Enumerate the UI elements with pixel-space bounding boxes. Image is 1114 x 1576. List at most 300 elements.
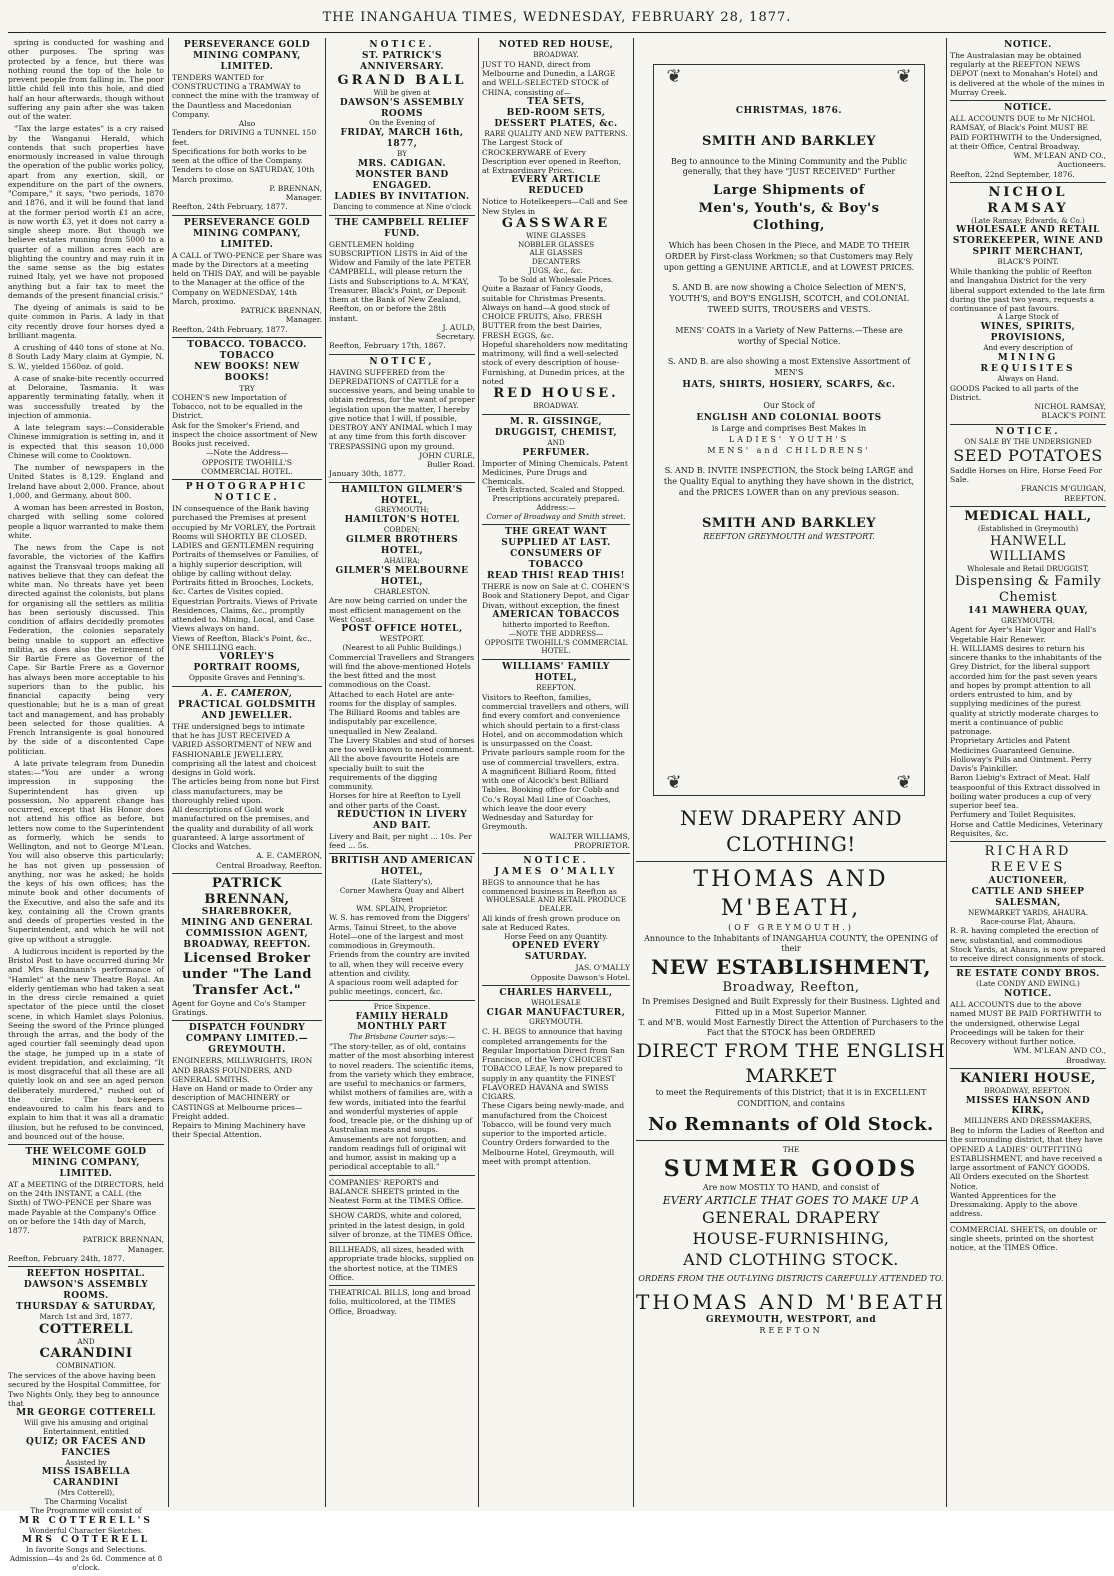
ad-heading: REEFTON HOSPITAL. [26,1269,146,1280]
ad-body: Ask for the Smoker's Friend, and inspect the choice assortment of New Books just received. [172,420,318,449]
ad-body: A CALL of TWO-PENCE per Share was made by the Directors at a meeting held on THIS DAY, and will be payable to the Manager at the office of the Company on WEDNESDAY, 14th March, proximo. [172,250,322,306]
ad-body: Always on hand—A good stock of CHOICE FRUITS, Also, FRESH BUTTER from the best Dairies, FRESH EGGS, &c. [482,302,610,340]
ad-body: Friends from the country are invited to all, when they will receive every attention and civility. [329,950,470,978]
printing-ad [329,1242,475,1285]
hotels-ad [329,482,475,854]
ad-line: WHOLESALE [531,997,581,1007]
ad-sub: DAWSON'S ASSEMBLY ROOMS. [23,1280,149,1302]
ad-body: SHOW CARDS, white and colored, printed in the latest design, in gold silver of bronze, at the TIMES Office. [329,1211,473,1239]
ad-line: (Nearest to all Public Buildings.) [342,642,462,652]
ad-body: Livery and Bait, per night ... 10s. Per feed ... 5s. [329,831,472,851]
ad-sub: March 1st and 3rd, 1877. [39,1312,133,1322]
news-para: A late telegram says:—Considerable Chinese immigration is setting in, and it is expected that this season 10,000 Chinese will come to Cooktown. [8,423,164,460]
ad-line: And every description of [983,343,1073,353]
ad-name: RED HOUSE. [493,386,619,402]
ad-line: WESTPORT. [379,634,425,644]
ad-heading: NOTICE. [523,856,589,867]
ad-line: Always on Hand. [997,373,1059,383]
ad-heading: Broadway, Reefton, [722,980,860,996]
ad-line: Horse Feed on any Quantity. [504,931,608,941]
ad-heading: PERFUMER. [522,447,590,458]
ad-role: Central Broadway, Reefton. [216,860,322,870]
ad-role: Secretary. [436,332,475,342]
ad-date: Reefton, 22nd September, 1876. [950,169,1075,179]
ad-heading: NOTICE. [214,493,280,504]
ad-name: PORTRAIT ROOMS, [193,663,301,674]
ad-line: EVERY ARTICLE THAT GOES TO MAKE UP A [662,1193,920,1207]
ad-body: S. AND B. INVITE INSPECTION, the Stock being LARGE and the Quality Equal to anything they have shown in the district, and the PRICES LOWER than on any previous season. [663,466,915,497]
ad-body: IN consequence of the Bank having purchased the Premises at present occupied by Mr VORLEY, the Portrait Rooms will SHORTLY BE CLOSED. [172,504,316,541]
photo-ad [172,479,322,686]
ad-heading: HATS, SHIRTS, HOSIERY, SCARFS, &c. [682,379,896,390]
ad-name: MR GEORGE COTTERELL [16,1408,156,1419]
ad-line: BLACK'S POINT. [997,257,1059,267]
ad-body: Are now MOSTLY TO HAND, and consist of [702,1183,880,1193]
ad-line: WHOLESALE AND RETAIL PRODUCE DEALER. [485,895,627,914]
ad-body: JUST TO HAND, direct from Melbourne and Dunedin, a LARGE and WELL-SELECTED STOCK of CHINA, consisting of— [482,59,616,97]
ad-sign: WM. M'LEAN AND CO., [1013,1046,1106,1056]
ad-body: AT a MEETING of the DIRECTORS, held on the 24th INSTANT, a CALL (the Sixth) of TWO-PENCE per Share was made Payable at the Company's Office on or before the 14th day of March, 1877. [8,1179,164,1236]
ad-body: T. and M'B. would Most Earnestly Direct the Attention of Purchasers to the Fact that the STOCK has been ORDERED [638,1018,944,1038]
ad-heading: A. E. CAMERON, [201,688,293,699]
ad-body: S. AND B. are now showing a Choice Selection of MEN'S, YOUTH'S, and BOY'S ENGLISH, SCOTCH, and COLONIAL TWEED SUITS, TROUSERS and VESTS. [669,283,909,314]
ad-heading: NOTICE. [369,40,435,50]
corner-ornament-icon: ❦ [666,66,682,87]
corner-ornament-icon: ❦ [896,66,912,87]
ad-body: Attached to each Hotel are ante-rooms for the display of samples. [329,689,457,708]
ad-line: In favorite Songs and Selections. [25,1545,147,1555]
ad-line: TEA SETS, [527,96,585,107]
ad-heading: M. R. GISSINGE, [509,416,603,427]
ad-heading: Dispensing & Family Chemist [954,574,1102,605]
ad-heading: RE ESTATE CONDY BROS. [956,969,1100,980]
campbell-ad [329,215,475,354]
ad-heading: ENGLISH AND COLONIAL BOOTS [696,412,882,423]
ad-heading: SUMMER GOODS [663,1155,919,1182]
ad-body: MENS' COATS in a Variety of New Patterns.—These are worthy of Special Notice. [675,325,903,346]
ad-heading: NICHOL RAMSAY [987,184,1069,216]
ad-heading: PERSEVERANCE GOLD MINING COMPANY, LIMITED. [183,40,311,72]
column-rule [946,38,947,1507]
news-para: "Tax the large estates" is a cry raised by the Wanganui Herald, which contends that such properties have enormously increased in value through the operation of the public works policy, apart from any exertion, skill, or expenditure on the part of the owners. "Compare," it says, "two periods, 1870 and 1876, and it will be found that land at the former period worth £1 an acre, is now worth £3, yet it does not carry a single sheep more. But though we believe estates running from 5000 to a quarter of a million acres each are blighting the country and may ruin it in the same sense as the big estates ruined Italy, yet we have not proposed anything but a fair tax to meet the demands of the present financial crisis." [8,124,164,300]
ad-body: Commercial Travellers and Strangers will find the above-mentioned Hotels the best fitted and the most commodious on the Coast. [329,652,475,690]
news-para: A crushing of 440 tons of stone at No. 8 South Lady Mary claim at Gympie, N. S. W., yielded 1560oz. of gold. [8,343,164,371]
ad-heading: NEW ESTABLISHMENT, [651,955,931,980]
ad-body: ENGINEERS, MILLWRIGHTS, IRON AND BRASS FOUNDERS, AND GENERAL SMITHS. [172,1056,313,1084]
ad-heading: RICHARD REEVES [984,844,1072,876]
ad-name: GRAND BALL [337,72,467,88]
ad-role: BLACK'S POINT. [1041,411,1106,421]
ad-line: REEFTON GREYMOUTH and WESTPORT. [703,532,875,542]
ad-heading: GILMER BROTHERS HOTEL, [345,535,459,556]
ad-line: Price Sixpence. [373,1001,431,1011]
ad-line: Will give his amusing and original Entertainment, entitled [23,1418,149,1436]
ad-line: DECANTERS [531,257,581,267]
ad-body: R. R. having completed the erection of new, substantial, and commodious Stock Yards, at Ahaura, is now prepared to receive direct consignments of stock. [950,926,1106,964]
ad-body: W. S. has removed from the Diggers' Arms, Tainui Street, to the above Hotel—one of the largest and most commodious in Greymouth. [329,913,470,951]
ad-body: THERE is now on Sale at C. COHEN'S Book and Stationery Depot, and Cigar Divan, without exception, the finest [482,582,630,610]
ad-line: (Established in Greymouth) [977,523,1079,533]
ad-line: BROADWAY, REEFTON. [984,1085,1072,1095]
ad-line: Dancing to commence at Nine o'clock [333,201,471,211]
ad-role: Manager. [127,1244,164,1254]
ad-line: NOBBLER GLASSES [517,239,595,249]
ad-body: Private parlours sample room for the use of commercial travellers, extra. [482,748,625,767]
harvell-ad [482,985,630,1169]
column-rule [478,38,479,1507]
ad-body: Visitors to Reefton, families, commercial travellers and others, will find every comfort and convenience which should pertain to a first-class Hotel, and on accommodation which is unsurpassed on the Coast. [482,692,629,749]
news-para: A late private telegram from Dunedin states:—"You are under a wrong impression in supposing the Superintendent has given up possession. No apparent change has occurred, except that His Honor does not attend his office as before, but letters now come to the Superintendent as formerly, which he sends to Wellington, and not to George M'Lean. You will also observe this particularly; he has not given up possession of anything, nor was he asked; he holds the keys of his own offices; has the minute book and other documents of the Executive, and also the safe and its key, containing all the Crown grants and deeds of properties vested in the Superintendent, and which he will not give up without a struggle. [8,758,164,944]
ad-sign: P. BRENNAN, [269,183,322,193]
ad-line: MILLINERS AND DRESSMAKERS, [964,1116,1092,1126]
ad-line: THE [782,1145,800,1155]
ad-role: Auctioneers. [1057,160,1106,170]
ad-line: ALE GLASSES [529,248,583,258]
column-ads-4 [482,38,630,1507]
ad-line: Corner of Broadway and Smith street. [486,511,626,521]
ramsay-ad [950,182,1106,424]
corner-ornament-icon: ❦ [896,772,912,793]
ad-heading: NOTICE. [1004,40,1052,50]
corner-ornament-icon: ❦ [666,772,682,793]
ad-role: PROPRIETOR. [574,840,630,850]
ad-heading: MISSES HANSON AND KIRK, [965,1095,1091,1117]
ad-heading: KANIERI HOUSE, [960,1070,1096,1086]
ad-body: Repairs to Mining Machinery have their Special Attention. [172,1121,306,1140]
ad-heading: AND CLOTHING STOCK. [683,1249,899,1269]
ad-heading: GENERAL DRAPERY [702,1208,880,1227]
ad-body: HAVING SUFFERED from the DEPREDATIONS of CATTLE for a successive years, and being unable to obtain redress, for the want of proper legislation upon the matter, I hereby give notice that I will, if possible, DESTROY ANY ANIMAL which I may at any time from this forth discover TRESPASSING upon my ground. [329,367,475,451]
ad-body: Proprietary Articles and Patent Medicines Guaranteed Genuine. Holloway's Pills and Ointment. Perry Davis's Painkiller. [950,736,1092,774]
ad-line: CHARLESTON. [373,586,431,596]
ad-line: (Late Slattery's), [371,877,433,887]
ad-body: Tenders for DRIVING a TUNNEL 150 feet. [172,128,317,147]
ad-line: DESSERT PLATES, &c. [494,118,618,129]
ad-heading: CHRISTMAS, 1876. [735,106,843,116]
ad-heading: NOTICE. [995,426,1061,437]
ad-line: Also [238,119,256,129]
ad-body: ALL ACCOUNTS due to the above named MUST BE PAID FORTHWITH to the undersigned, otherwise Legal Proceedings will be taken for their Recovery without further notice. [950,1000,1102,1047]
ad-heading: DISPATCH FOUNDRY COMPANY LIMITED.—GREYMOUTH. [185,1023,309,1056]
ad-line: Admission—4s and 2s 6d. Commence at 8 o'clock. [9,1554,163,1572]
column-ads-6 [950,38,1106,1507]
masthead: THE INANGAHUA TIMES, WEDNESDAY, FEBRUARY 28, 1877. [322,10,792,25]
ad-line: Teeth Extracted, Scaled and Stopped. [487,485,625,495]
column-ads-3 [329,38,475,1507]
ad-line: REEFTON. [536,683,576,692]
ad-line: REEFTON [759,1326,823,1336]
ad-line: (Mrs Cotterell), [57,1488,115,1498]
ad-sign: FRANCIS M'GUIGAN, [1021,484,1106,494]
reeves-ad [950,841,1106,966]
ad-name: THOMAS AND M'BEATH, [693,867,889,921]
ad-heading: ST. PATRICK'S ANNIVERSARY. [359,50,445,72]
ad-heading: HOUSE-FURNISHING, [692,1228,890,1248]
ad-line: COBDEN; [383,525,421,535]
ad-line: ORDERS FROM THE OUT-LYING DISTRICTS CAREFULLY ATTENDED TO. [638,1274,944,1284]
ad-date: Reefton, February 17th, 1867. [329,341,446,351]
ad-line: OPPOSITE TWOHILL'S COMMERCIAL HOTEL. [201,457,293,476]
ad-name: SMITH AND BARKLEY [701,515,877,531]
ad-body: The articles being from none but First class manufacturers, may be thoroughly relied upon. [172,777,320,805]
ad-body: A spacious room well adapted for public meetings, concert, &c. [329,978,458,997]
ad-heading: HANWELL WILLIAMS [989,533,1067,565]
ad-heading: FUND. [384,228,420,239]
ad-heading: POST OFFICE HOTEL, [341,624,463,635]
ad-heading: No Remnants of Old Stock. [648,1113,934,1135]
column-ads-2 [172,38,322,1507]
ad-body: C. H. BEGS to announce that having completed arrangements for the Regular Importation Direct from San Francisco, of the Very CHOICEST TOBACCO LEAF, Is now prepared to supply in any quantity the FINEST FLAVORED HAVANA and SWISS CIGARS. [482,1027,625,1101]
ad-body: Country Orders forwarded to the Melbourne Hotel, Greymouth, will meet with prompt attention. [482,1138,615,1166]
ad-body: GENTLEMEN holding SUBSCRIPTION LISTS in Aid of the Widow and Family of the late PETER CAMPBELL, will please return the Lists and Subscriptions to A. M'KAY, Treasurer, Black's Point, or Deposit them at the Bank of New Zealand, Reefton, on or before the 28th instant. [329,239,471,323]
ad-body: Specifications for both works to be seen at the office of the Company. [172,146,307,166]
ad-date: Reefton, 24th February, 1877. [172,324,288,334]
news-para: A case of snake-bite recently occurred at Deloraine, Tasmania. It was apparently terminating fatally, when it was successfully treated by the injection of ammonia. [8,373,164,420]
ad-name: COTTERELL [39,1321,133,1337]
accounts-ad [950,100,1106,182]
ad-line: GREYMOUTH. [529,1017,583,1027]
ad-line: (Late CONDY AND EWING.) [976,979,1080,989]
ad-line: Opposite Graves and Fenning's. [189,673,305,683]
ad-line: OPENED EVERY SATURDAY. [512,941,600,963]
ad-name: QUIZ; OR FACES AND FANCIES [26,1436,146,1458]
ad-body: Are now being carried on under the most efficient management on the West Coast. [329,596,468,624]
ad-line: Assisted by [65,1457,107,1467]
ad-date: Reefton, 24th February, 1877. [172,202,288,212]
ad-heading: Men's, Youth's, & Boy's Clothing, [698,200,880,234]
ad-sign: PATRICK BRENNAN, [240,306,322,316]
ad-body: TENDERS WANTED for CONSTRUCTING a TRAMWAY to connect the mine with the tramway of the Dauntless and Macedonian Company. [172,72,319,119]
ad-line: BED-ROOM SETS, [506,107,606,118]
ad-heading: BRITISH AND AMERICAN HOTEL, [330,856,474,878]
medical-hall-ad [950,506,1106,841]
ad-body: Beg to announce to the Mining Community and the Public generally, that they have "JUST RECEIVED" Further [670,156,908,177]
ad-body: Importer of Mining Chemicals. Patent Medicines, Pure Drugs and Chemicals. [482,458,628,486]
ad-heading: HAMILTON'S HOTEL [344,515,460,526]
ad-name: THOMAS AND M'BEATH [636,1289,946,1314]
ad-heading: DIRECT FROM THE ENGLISH MARKET [636,1039,946,1087]
ad-body: Agent for Goyne and Co's Stamper Gratings. [172,998,306,1018]
news-para: The number of newspapers in the United States is 8,129. England and Ireland have about 2,000. France, about 1,000, and Germany, about 800. [8,463,164,500]
ad-body: Views of Reefton, Black's Point, &c., ONE SHILLING each. [172,633,312,652]
perseverance-tender-ad [172,38,322,215]
thomas-mbeath-ad [636,805,946,1337]
ad-line: The Brisbane Courier says:— [348,1032,456,1042]
ad-heading: THE CAMPBELL RELIEF [335,217,469,228]
ad-body: Tenders to close on SATURDAY, 10th March proximo. [172,165,315,184]
ad-body: In Premises Designed and Built Expressly for their Business. Lighted and Fitted up in a Most Superior Manner. [641,997,941,1017]
ad-line: Address:— [536,502,576,512]
ad-body: Baron Liebig's Extract of Meat. Half teaspoonful of this Extract dissolved in boiling water produces a cup of very superior beef tea. [950,773,1101,811]
news-para: The dyeing of animals is said to be quite common in Paris. A lady in that city recently drove four horses dyed a brilliant magenta. [8,303,164,340]
column-rule [168,38,169,1507]
ad-heading: DRUGGIST, CHEMIST, [494,427,618,438]
column-rule [325,38,326,1507]
smith-barkley-ad [653,64,925,796]
ad-line: RARE QUALITY AND NEW PATTERNS. [484,128,628,138]
ad-body: All kinds of fresh grown produce on sale at Reduced Rates. [482,914,621,933]
ad-role: Opposite Dawson's Hotel. [530,972,630,982]
ad-line: 141 MAWHERA QUAY, [967,605,1089,616]
ad-line: DAWSON'S ASSEMBLY ROOMS [339,97,465,119]
ad-sign: WM. M'LEAN AND CO., [1013,151,1106,161]
ad-body: The Australasian may be obtained regularly at the REEFTON NEWS DEPOT (next to Monahan's Hotel) and is delivered at the whole of the mines in Murray Creek. [950,50,1105,97]
ad-line: On the Evening of [369,118,435,128]
ad-body: H. WILLIAMS desires to return his sincere thanks to the inhabitants of the Grey District, for the liberal support accorded him for the past seven years and hopes by prompt attention to all orders entrusted to him, and by supplying medicines of the purest quality at strictly moderate charges to merit a continuance of public patronage. [950,643,1102,737]
ad-role: Buller Road. [427,460,475,470]
ad-sign: A. E. CAMERON, [256,851,322,861]
ad-heading: READ THIS! READ THIS! [487,571,625,582]
australasian-ad [950,38,1106,100]
ad-name: MRS COTTERELL [21,1535,150,1546]
condy-ad [950,966,1106,1067]
ad-body: GOODS Packed to all parts of the District. [950,383,1079,402]
ad-body: COMMERCIAL SHEETS, on double or single sheets, printed on the shortest notice, at the TIMES Office. [950,1224,1097,1253]
ad-heading: SEED POTATOES [953,446,1103,466]
red-house-ad [482,38,630,414]
ad-line: (OF GREYMOUTH.) [728,923,854,933]
gissinge-ad [482,414,630,525]
column-rule [633,38,634,1507]
ad-body: All descriptions of Gold work manufactured on the premises, and the quality and durability of all work guaranteed. A large assortment of Clocks and Watches. [172,805,314,851]
printing-ad [329,1175,475,1209]
ad-line: BY [397,149,407,159]
ad-sub: SHAREBROKER, [201,907,293,918]
ad-body: A magnificent Billiard Room, fitted with one of Alcock's best Billiard Tables. Booking office for Cobb and Co.'s Royal Mail Line of Coaches, which leave the door every Wednesday and Saturday for Greymouth. [482,766,620,832]
ad-body: The Largest Stock of CROCKERYWARE of Every Description ever opened in Reefton, at Extraordinary Prices. [482,138,622,176]
ad-heading: REDUCTION IN LIVERY AND BAIT. [336,809,468,831]
ad-line: AUCTIONEER, [988,875,1068,886]
ad-heading: NEW DRAPERY AND CLOTHING! [679,806,903,856]
ad-sub: COMBINATION. [56,1361,116,1371]
ad-sub: BROADWAY, REEFTON. [183,940,311,951]
ad-name: CARANDINI [39,1346,133,1362]
ad-heading: Licensed Broker under "The Land Transfer Act." [182,951,312,999]
ad-body: COMPANIES' REPORTS and BALANCE SHEETS printed in the Neatest Form at the TIMES Office. [329,1177,464,1206]
divider [636,861,946,862]
ad-line: WM. SPLAIN, Proprietor. [356,903,448,913]
ad-line: OPPOSITE TWOHILL'S COMMERCIAL HOTEL. [484,637,628,656]
commercial-sheets-ad [950,1222,1106,1256]
omally-ad [482,853,630,985]
ad-line: GREYMOUTH; [375,505,429,515]
ad-line: Will be given at [373,87,431,97]
ad-body: Our Stock of [763,401,815,411]
ad-line: To be Sold at Wholesale Prices. [498,274,614,284]
ad-heading: WHOLESALE AND RETAIL STOREKEEPER, WINE AND SPIRIT MERCHANT, [952,225,1104,258]
ad-body: THEATRICAL BILLS, long and broad folio, multicolored, at the TIMES Office, Broadway. [329,1288,471,1316]
ad-name: MISS ISABELLA CARANDINI [41,1467,131,1489]
ad-role: Broadway. [1066,1055,1106,1065]
ad-line: A Large Stock of [997,312,1059,322]
ad-heading: NOTICE. [1004,989,1052,1000]
ad-heading: HAMILTON GILMER'S HOTEL, [341,484,463,506]
ad-heading: PATRICK BRENNAN, [204,875,290,907]
ad-line: NEWMARKET YARDS, AHAURA. [968,907,1088,917]
cohen-tobacco-ad [482,524,630,659]
ad-line: AMERICAN TOBACCOS [492,609,620,620]
ad-line: GREYMOUTH. [1001,615,1055,625]
ad-line: FRIDAY, MARCH 16th, 1877, [340,128,464,150]
ad-heading: NEW BOOKS! NEW BOOKS! [194,361,300,383]
brennan-ad [172,873,322,1021]
ad-sub: THURSDAY & SATURDAY, [16,1302,156,1313]
ad-body: COHEN'S new Importation of Tobacco, not to be equalled in the District. [172,392,303,421]
ad-heading: CIGAR MANUFACTURER, [486,1007,626,1018]
ad-date: January 30th, 1877. [329,469,406,479]
ad-line: The Programme will consist of [30,1505,142,1515]
ad-line: Wholesale and Retail DRUGGIST, [967,564,1089,574]
perseverance-call-ad [172,215,322,337]
ad-body: These Cigars being newly-made, and manufactured from the Choicest Tobacco, will be found very much superior to the imported article. [482,1101,625,1138]
ad-line: —NOTE THE ADDRESS— [508,628,604,638]
ad-sign: J. AULD, [442,322,475,332]
ad-line: MENS' and CHILDRENS' [707,445,871,455]
ad-line: Prescriptions accurately prepared. [492,494,620,504]
ad-line: AHAURA; [384,555,420,565]
ad-line: The Charming Vocalist [44,1497,128,1507]
hospital-ad [8,1266,164,1576]
news-para: A ludicrous incident is reported by the Bristol Post to have occurred during Mr and Mrs Bandmann's performance of "Hamlet" at the new Theatre Royal. An elderly gentleman who had taken a seat in the dress circle remained a quiet spectator of the piece until the closet scene, in which Hamlet slays Polonius. Seeing the sword of the Prince plunged through the arras, and the body of the aged courtier fall seemingly dead upon the stage, he jumped up in a state of evident trepidation, and exclaiming, "It is most disgraceful that all these are all quietly look on and see an aged person deliberately murdered," rushed out of the circle. The box-keepers endeavoured to calm his fears and to explain to him that it was all a dramatic illusion, but he refused to be convinced, and bounced out of the house. [8,946,164,1141]
ad-heading: MINING REQUISITES [980,352,1076,374]
ad-body: "The story-teller, as of old, contains matter of the most absorbing interest to novel readers. The scientific items, from the variety which they embrace, are useful to mechanics or farmers, whilst mothers of families are, with a few words, initiated into the fearful and wonderful mysteries of apple food, treacle pie, or the dishing up of Australian meats and soups. Amusements are not forgotten, and random readings full of original wit and humor, assist in making up a periodical acceptable to all." [329,1042,475,1172]
ad-body: LADIES and GENTLEMEN requiring Portraits of themselves or Families, of a highly superior description, will oblige by calling without delay. [172,541,319,578]
ad-body: THE undersigned begs to intimate that he has JUST RECEIVED A VARIED ASSORTMENT of NEW and FASHIONABLE JEWELLERY, comprising all the latest and choicest designs in Gold work. [172,721,317,777]
ball-ad [329,38,475,215]
ad-body: Wanted Apprentices for the Dressmaking. Apply to the above address. [950,1190,1078,1219]
ad-heading: MEDICAL HALL, [964,508,1092,524]
column-news [8,38,164,1572]
ad-body: ALL ACCOUNTS DUE to Mr NICHOL RAMSAY, of Black's Point MUST BE PAID FORTHWITH to the Undersigned, at their Office, Central Broadway. [950,114,1103,151]
williams-hotel-ad [482,659,630,853]
ad-line: (Late Ramsay, Edwards, & Co.) [971,215,1085,225]
foundry-ad [172,1020,322,1142]
ad-body: Horses for hire at Reefton to Lyell and other parts of the Coast. [329,791,461,810]
ad-body: Perfumery and Toilet Requisites. [950,810,1076,820]
ad-role: Manager. [285,193,322,203]
ad-sign: JOHN CURLE, [419,450,475,460]
ad-body: The Livery Stables and stud of horses are too well-known to need comment. All the above favourite Hotels are specially built to suit the requirements of the digging community. [329,735,475,792]
ad-heading: JAMES O'MALLY [494,867,618,877]
ad-body: Have on Hand or made to Order any description of MACHINERY or CASTINGS at Melbourne prices—Freight added. [172,1084,313,1121]
news-para: A woman has been arrested in Boston, charged with selling some colored people a liquor warranted to make them white. [8,503,164,540]
ad-heading: GILMER'S MELBOURNE HOTEL, [335,565,469,587]
divider [636,1140,946,1141]
ad-body: Portraits fitted in Brooches, Lockets, &c. Cartes de Visites copied. Equestrian Portraits. Views of Private Residences, Claims, &c., promptly attended to. Mining, Local, and Case Views always on hand. [172,578,318,634]
ad-sign: WALTER WILLIAMS, [549,831,630,841]
ad-sign: NICHOL RAMSAY, [1034,402,1106,412]
ad-line: CATTLE AND SHEEP SALESMAN, [971,886,1085,908]
ad-line: LADIES' YOUTH'S [728,434,850,444]
ad-heading: FAMILY HERALD MONTHLY PART [355,1011,449,1033]
ad-heading: NOTICE. [1004,103,1052,114]
ad-sub: MINING AND GENERAL COMMISSION AGENT, [181,918,313,940]
ad-and: AND [77,1336,95,1346]
ad-heading: CONSUMERS OF TOBACCO [510,549,602,571]
ad-line: Corner Mawhera Quay and Albert Street [339,886,465,904]
ad-line: EVERY ARTICLE REDUCED [511,175,601,197]
ad-line: AND [547,437,565,447]
ad-line: JUGS, &c., &c. [529,265,583,275]
news-para: spring is conducted for washing and other purposes. The spring was protected by a fence, but there was nothing round the top of the hole to prevent people from falling in. The poor little child fell into this hole, and died half an hour afterwards, though without suffering any pain after she was taken out of the water. [8,38,164,121]
kanieri-ad [950,1068,1106,1222]
ad-body: All Orders executed on the Shortest Notice. [950,1172,1089,1191]
ad-line: Race-course Flat, Ahaura. [980,916,1076,926]
ad-body: Which has been Chosen in the Piece, and MADE TO THEIR ORDER by First-class Workmen; so that Customers may Rely upon getting a GENUINE ARTICLE, and at LOWEST PRICES. [663,240,915,272]
ad-body: Beg to inform the Ladies of Reefton and the surrounding district, that they have OPENED A LADIES' OUTFITTING ESTABLISHMENT, and have received a large assortment of FANCY GOODS. [950,1126,1105,1173]
ad-body: Hopeful shareholders now meditating matrimony, will find a well-selected stock of every description of house-Furnishing, at Dunedin prices, at the noted [482,339,628,386]
ad-body: Horse and Cattle Medicines, Veterinary Requisites, &c. [950,819,1103,838]
